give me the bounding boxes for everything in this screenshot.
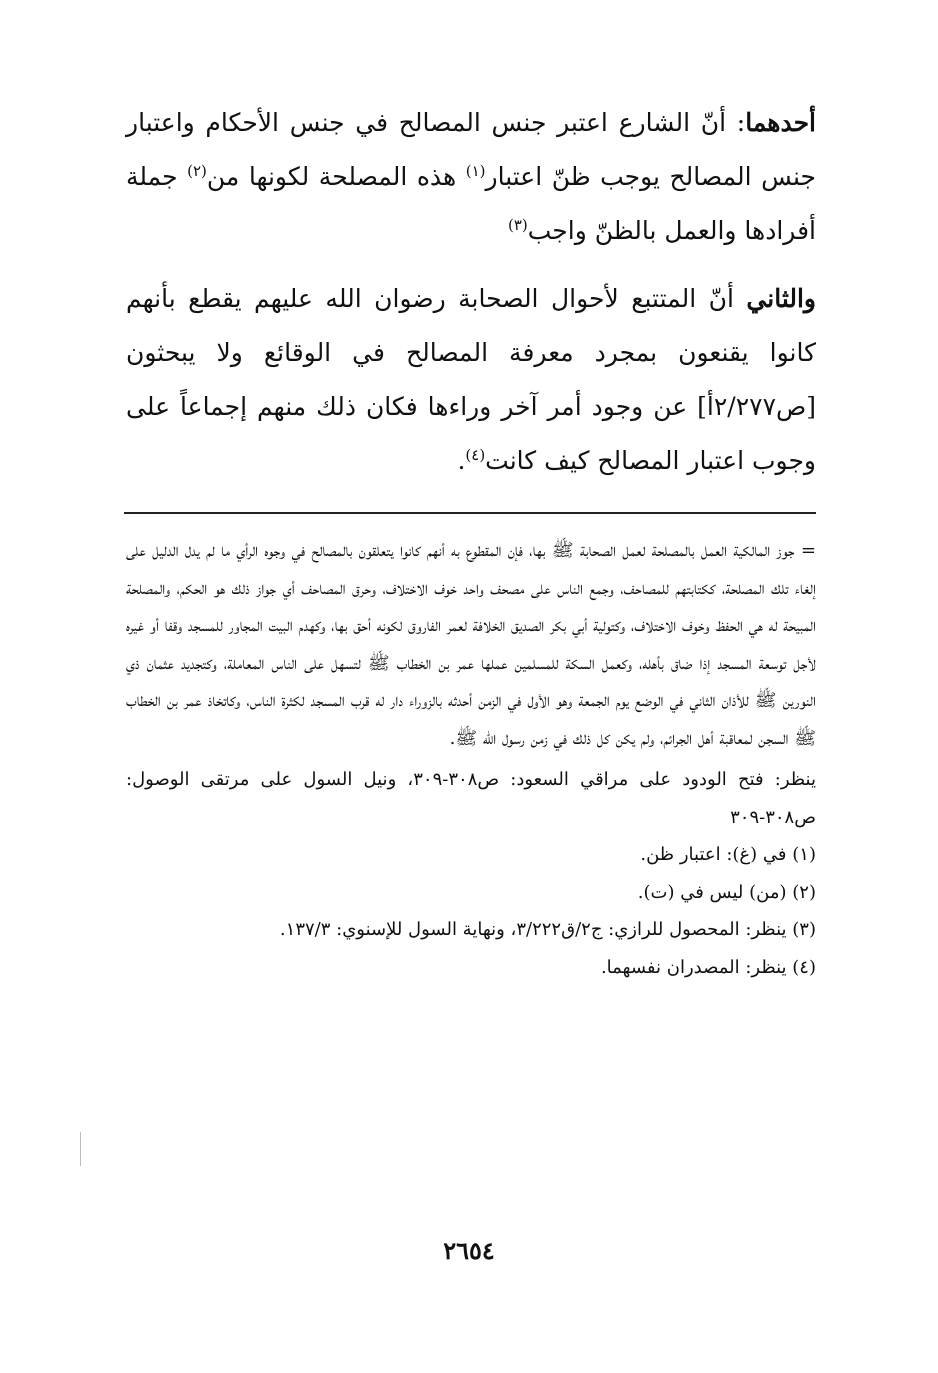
footnotes-section bbox=[126, 532, 816, 986]
main-text bbox=[126, 96, 816, 502]
footnote-text: (من) ليس في (ت). bbox=[637, 881, 787, 903]
paragraph-text: أنّ المتتبع لأحوال الصحابة رضوان الله عليهم يقطع بأنهم كانوا يقنعون بمجرد معرفة المصالح في الوقائع ولا يبحثون [ص٢/٢٧٧أ] عن وجود أمر آخر وراءها فكان ذلك منهم إجماعاً على وجوب اعتبار المصالح كيف كانت bbox=[126, 284, 816, 475]
footnote-item bbox=[126, 949, 816, 987]
paragraph-text: هذه المصلحة لكونها من bbox=[206, 162, 466, 191]
margin-mark bbox=[80, 1132, 81, 1166]
footnote-number: (٣) bbox=[792, 919, 816, 940]
footnote-number: (١) bbox=[792, 844, 816, 865]
footnote-ref[interactable]: (٤) bbox=[465, 446, 486, 464]
footnote-text: ينظر: المحصول للرازي: ج٢/ق٣/٢٢٢، ونهاية السول للإسنوي: ١٣٧/٣. bbox=[279, 919, 787, 940]
paragraph-lead: والثاني bbox=[746, 284, 816, 313]
footnote-ref[interactable]: (٢) bbox=[187, 162, 207, 180]
footnote-ref[interactable]: (١) bbox=[465, 162, 486, 180]
footnote-continuation: = جوز المالكية العمل بالمصلحة لعمل الصحابة ﷺ بها، فإن المقطوع به أنهم كانوا يتعلقون بالمصالح في وجوه الرأي ما لم يدل الدليل على إلغاء تلك المصلحة، ككتابتهم للمصاحف، وجمع الناس على مصحف واحد خوف الاختلاف، وحرق المصاحف أي جواز ذلك هو الحكم، والمصلحة المبيحة له هي الحفظ وخوف الاختلاف، وكتولية أبي بكر الصديق الخلافة لعمر الفاروق لكونه أحق بها، وكهدم البيت المجاور للمسجد وقفا أو غيره لأجل توسعة المسجد إذا ضاق بأهله، وكعمل السكة للمسلمين عملها عمر بن الخطاب ﷺ لتسهل على الناس المعاملة، وكتجديد عثمان ذي النورين ﷺ للأذان الثاني في الوضع يوم الجمعة وهو الأول في الزمن أحدثه بالزوراء دار له قرب المسجد لكثرة الناس، وكاتخاذ عمر بن الخطاب ﷺ السجن لمعاقبة أهل الجرائم، ولم يكن كل ذلك في زمن رسول الله ﷺ. bbox=[126, 540, 816, 749]
paragraph-text: . bbox=[457, 446, 466, 475]
footnote-ref[interactable]: (٣) bbox=[507, 216, 528, 234]
paragraph-first bbox=[126, 96, 816, 258]
paragraph-lead: أحدهما bbox=[745, 108, 816, 137]
paragraph-second bbox=[126, 272, 816, 488]
footnote-text: ينظر: المصدران نفسهما. bbox=[600, 956, 787, 978]
paragraph-text: جملة أفرادها والعمل بالظنّ واجب bbox=[126, 162, 816, 245]
footnote-item bbox=[126, 836, 816, 874]
footnote-number: (٢) bbox=[792, 881, 816, 903]
footnote-number: (٤) bbox=[792, 956, 816, 978]
footnote-item bbox=[126, 911, 816, 949]
footnote-text: في (غ): اعتبار ظن. bbox=[640, 844, 787, 865]
footnote-separator bbox=[124, 512, 816, 514]
page-number: ٢٦٥٤ bbox=[443, 1236, 495, 1265]
footnote-item bbox=[126, 874, 816, 912]
paragraph-text: : أنّ الشارع اعتبر جنس المصالح في جنس الأحكام واعتبار جنس المصالح يوجب ظنّ اعتبار bbox=[126, 108, 816, 191]
footnote-source: ينظر: فتح الودود على مراقي السعود: ص٣٠٨-٣٠٩، ونيل السول على مرتقى الوصول: ص٣٠٨-٣٠٩ bbox=[126, 769, 816, 828]
